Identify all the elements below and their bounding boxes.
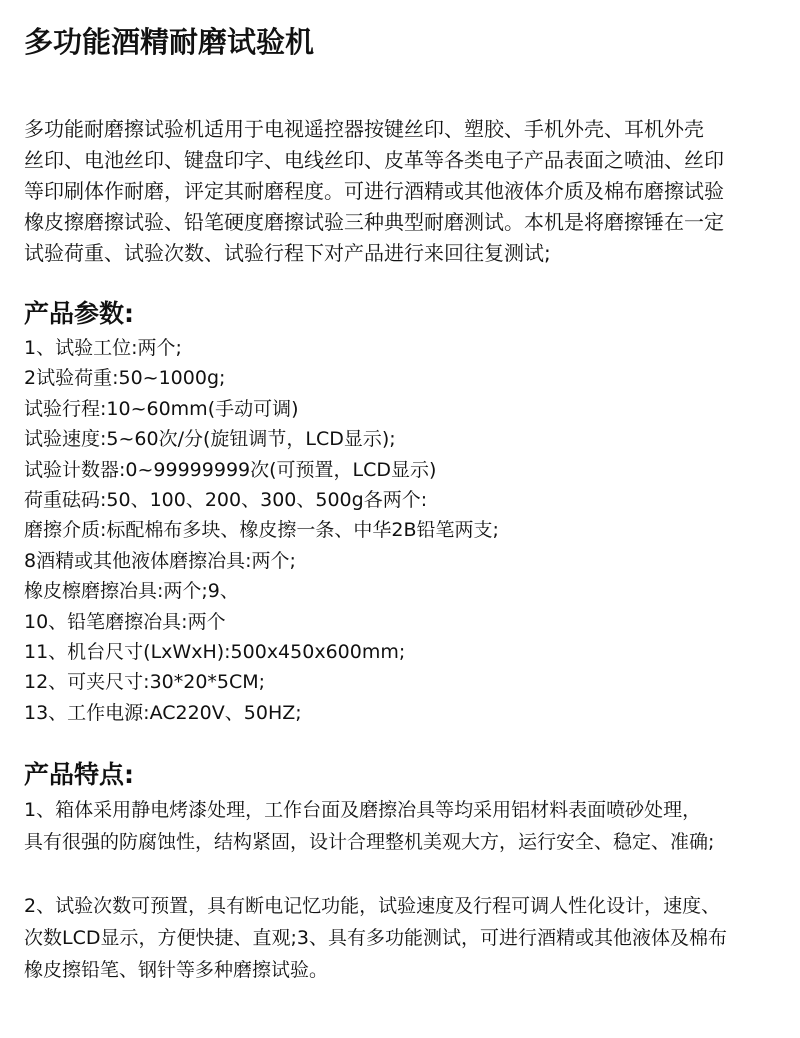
feature-line: 2、试验次数可预置，具有断电记忆功能，试验速度及行程可调人性化设计，速度、 <box>24 895 721 918</box>
intro-line: 多功能耐磨擦试验机适用于电视遥控器按键丝印、塑胶、手机外壳、耳机外壳 <box>24 117 704 141</box>
param-item: 1、试验工位:两个; <box>24 337 182 359</box>
feature-line: 1、箱体采用静电烤漆处理，工作台面及磨擦冶具等均采用铝材料表面喷砂处理， <box>24 799 702 822</box>
feature-line: 具有很强的防腐蚀性，结构紧固，设计合理整机美观大方，运行安全、稳定、准确; <box>24 831 715 854</box>
param-item: 磨擦介质:标配棉布多块、橡皮擦一条、中华2B铅笔两支; <box>24 519 499 542</box>
page-title: 多功能酒精耐磨试验机 <box>24 25 315 59</box>
param-item: 试验行程:10~60mm(手动可调) <box>24 397 299 420</box>
param-item: 8酒精或其他液体磨擦冶具:两个; <box>24 549 296 572</box>
param-item: 13、工作电源:AC220V、50HZ; <box>24 701 302 724</box>
param-item: 橡皮檫磨擦冶具:两个;9、 <box>24 580 239 603</box>
params-list <box>24 333 784 728</box>
intro-line: 试验荷重、试验次数、试验行程下对产品进行来回往复测试; <box>24 241 551 265</box>
feature-line: 橡皮擦铅笔、钢针等多种磨擦试验。 <box>24 959 329 982</box>
product-description-page <box>24 22 784 986</box>
intro-paragraph <box>24 114 784 269</box>
features-heading: 产品特点: <box>24 760 134 790</box>
intro-line: 橡皮擦磨擦试验、铅笔硬度磨擦试验三种典型耐磨测试。本机是将磨擦锤在一定 <box>24 210 724 234</box>
param-item: 荷重砝码:50、100、200、300、500g各两个: <box>24 489 428 512</box>
paragraph-spacer <box>24 858 784 890</box>
param-item: 10、铅笔磨擦冶具:两个 <box>24 610 226 633</box>
intro-line: 丝印、电池丝印、键盘印字、电线丝印、皮革等各类电子产品表面之喷油、丝印 <box>24 148 724 172</box>
features-text <box>24 794 784 986</box>
param-item: 12、可夹尺寸:30*20*5CM; <box>24 671 266 694</box>
feature-line: 次数LCD显示，方便快捷、直观;3、具有多功能测试，可进行酒精或其他液体及棉布 <box>24 927 727 950</box>
param-item: 试验计数器:0~99999999次(可预置，LCD显示) <box>24 458 437 481</box>
intro-line: 等印刷体作耐磨，评定其耐磨程度。可进行酒精或其他液体介质及棉布磨擦试验 <box>24 179 724 203</box>
params-heading: 产品参数: <box>24 299 134 328</box>
param-item: 11、机台尺寸(LxWxH):500x450x600mm; <box>24 641 406 664</box>
param-item: 2试验荷重:50~1000g; <box>24 367 226 390</box>
param-item: 试验速度:5~60次/分(旋钮调节，LCD显示); <box>24 428 396 451</box>
